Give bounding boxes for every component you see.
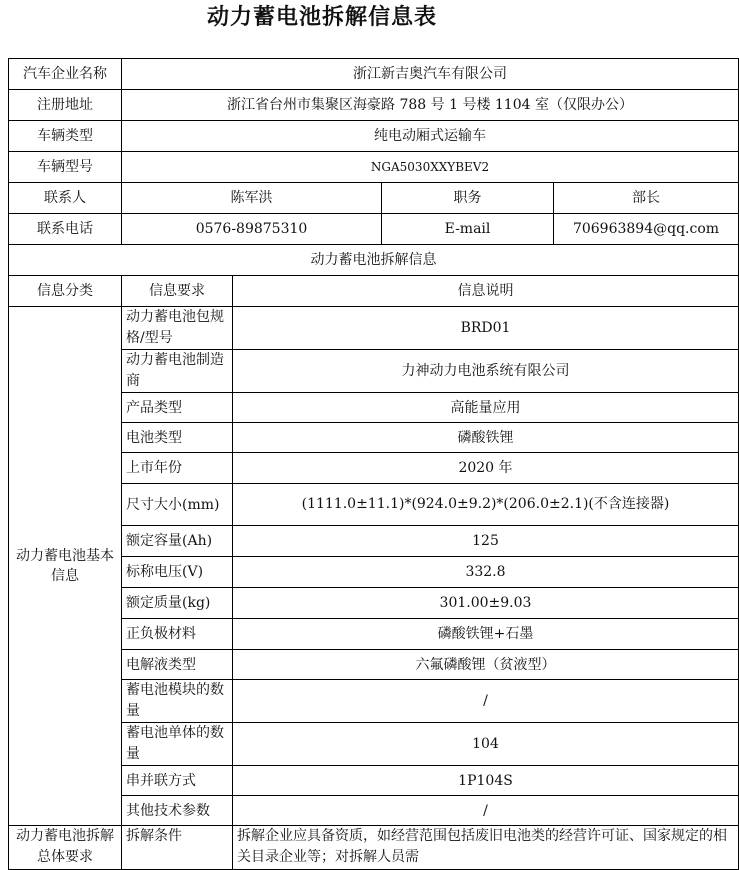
- company-name-row: [9, 59, 739, 90]
- position-value: 部长: [554, 183, 739, 214]
- info-requirement: 蓄电池模块的数量: [122, 680, 233, 723]
- general-requirement-category: 动力蓄电池拆解总体要求: [9, 826, 122, 870]
- info-description: 332.8: [233, 557, 739, 588]
- info-requirement: 尺寸大小(mm): [122, 484, 233, 526]
- vehicle-type-value: 纯电动厢式运输车: [122, 121, 739, 152]
- table-row: [9, 307, 739, 350]
- info-description: 2020 年: [233, 453, 739, 484]
- section-title-row: [9, 245, 739, 276]
- email-value: 706963894@qq.com: [554, 214, 739, 245]
- info-requirement: 额定容量(Ah): [122, 526, 233, 557]
- info-description: /: [233, 796, 739, 826]
- info-requirement: 电池类型: [122, 423, 233, 453]
- info-requirement: 串并联方式: [122, 766, 233, 796]
- position-label: 职务: [382, 183, 554, 214]
- info-requirement: 上市年份: [122, 453, 233, 484]
- vehicle-type-row: [9, 121, 739, 152]
- section-title: 动力蓄电池拆解信息: [9, 245, 739, 276]
- vehicle-model-label: 车辆型号: [9, 152, 122, 183]
- basic-info-category: 动力蓄电池基本信息: [9, 307, 122, 826]
- address-label: 注册地址: [9, 90, 122, 121]
- info-requirement: 动力蓄电池制造商: [122, 350, 233, 393]
- info-requirement: 拆解条件: [122, 826, 233, 870]
- info-description: 磷酸铁锂: [233, 423, 739, 453]
- info-description: 六氟磷酸锂（贫液型）: [233, 650, 739, 680]
- info-description: 104: [233, 723, 739, 766]
- info-requirement: 产品类型: [122, 393, 233, 423]
- contact-label: 联系人: [9, 183, 122, 214]
- phone-row: [9, 214, 739, 245]
- info-description: BRD01: [233, 307, 739, 350]
- phone-value: 0576-89875310: [122, 214, 382, 245]
- battery-dismantling-table: [8, 58, 739, 870]
- info-requirement: 额定质量(kg): [122, 588, 233, 619]
- address-value: 浙江省台州市集聚区海豪路 788 号 1 号楼 1104 室（仅限办公）: [122, 90, 739, 121]
- info-description: (1111.0±11.1)*(924.0±9.2)*(206.0±2.1)(不含连接器): [233, 484, 739, 526]
- contact-value: 陈军洪: [122, 183, 382, 214]
- company-name-label: 汽车企业名称: [9, 59, 122, 90]
- header-row: [9, 276, 739, 307]
- header-category: 信息分类: [9, 276, 122, 307]
- info-requirement: 标称电压(V): [122, 557, 233, 588]
- info-description: 高能量应用: [233, 393, 739, 423]
- info-description: 磷酸铁锂+石墨: [233, 619, 739, 650]
- info-description: 1P104S: [233, 766, 739, 796]
- info-description: 301.00±9.03: [233, 588, 739, 619]
- info-requirement: 动力蓄电池包规格/型号: [122, 307, 233, 350]
- header-requirement: 信息要求: [122, 276, 233, 307]
- header-description: 信息说明: [233, 276, 739, 307]
- info-requirement: 电解液类型: [122, 650, 233, 680]
- phone-label: 联系电话: [9, 214, 122, 245]
- contact-row: [9, 183, 739, 214]
- document-title: 动力蓄电池拆解信息表: [206, 5, 437, 30]
- vehicle-model-value: NGA5030XXYBEV2: [122, 152, 739, 183]
- email-label: E-mail: [382, 214, 554, 245]
- info-description: /: [233, 680, 739, 723]
- info-requirement: 正负极材料: [122, 619, 233, 650]
- table-row: [9, 826, 739, 870]
- info-requirement: 其他技术参数: [122, 796, 233, 826]
- info-description: 拆解企业应具备资质，如经营范围包括废旧电池类的经营许可证、国家规定的相关目录企业等；对拆解人员需: [233, 826, 739, 870]
- info-description: 125: [233, 526, 739, 557]
- vehicle-type-label: 车辆类型: [9, 121, 122, 152]
- info-requirement: 蓄电池单体的数量: [122, 723, 233, 766]
- vehicle-model-row: [9, 152, 739, 183]
- info-description: 力神动力电池系统有限公司: [233, 350, 739, 393]
- address-row: [9, 90, 739, 121]
- company-name-value: 浙江新吉奥汽车有限公司: [122, 59, 739, 90]
